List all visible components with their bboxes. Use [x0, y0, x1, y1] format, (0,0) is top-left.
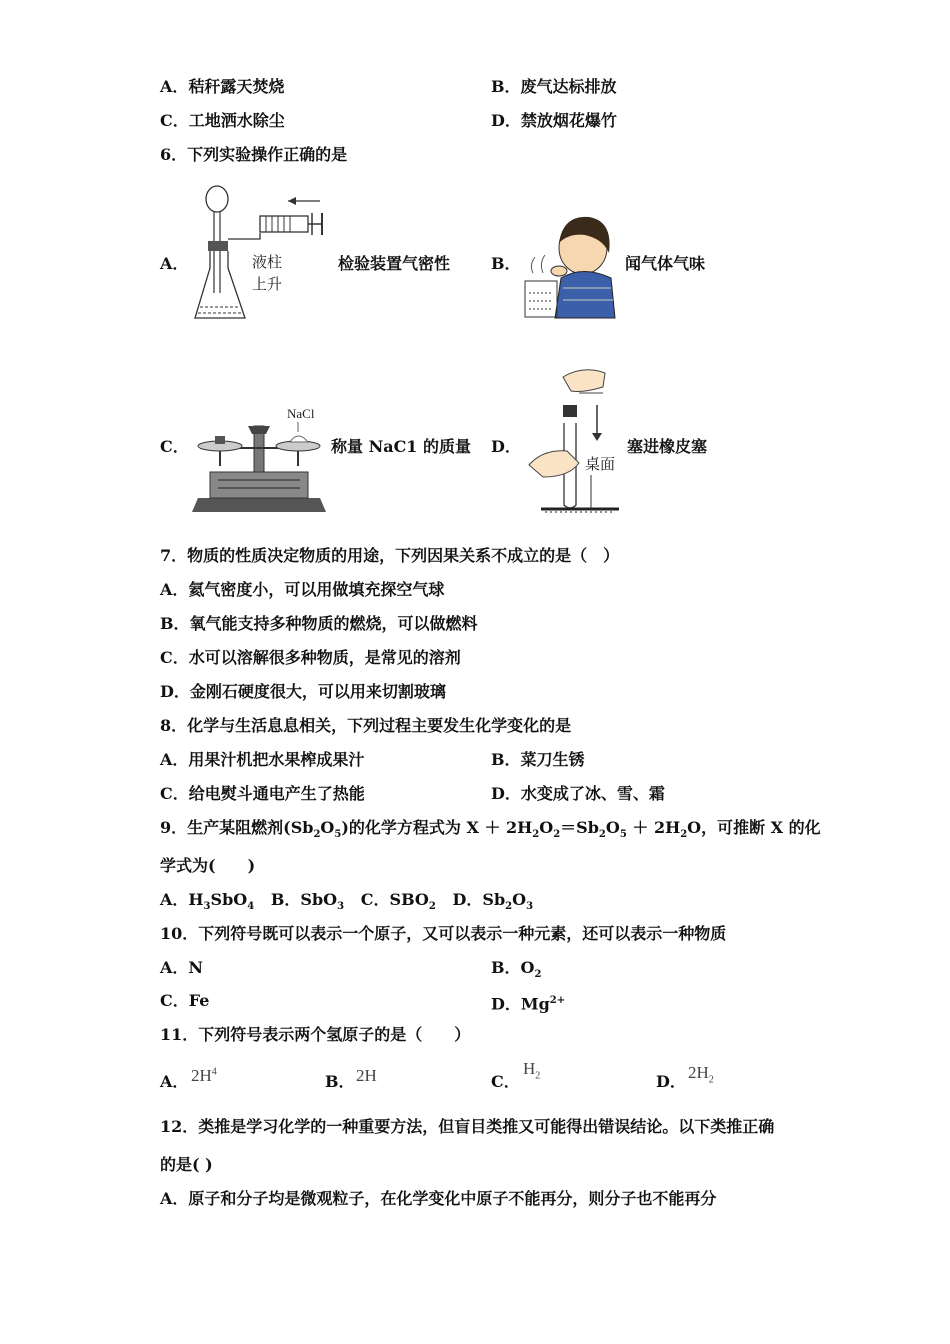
- q10-option-d: D．$Mg^{2+}$: [491, 994, 566, 1014]
- q8-option-c: C．给电熨斗通电产生了热能: [160, 784, 365, 803]
- q12-option-a: A．原子和分子均是微观粒子，在化学变化中原子不能再分，则分子也不能再分: [160, 1189, 717, 1208]
- q11-formula-d: $2H_2$: [688, 1063, 714, 1086]
- q7-option-c: C．水可以溶解很多种物质，是常见的溶剂: [160, 648, 461, 667]
- q9-option-a: A．$H_3SbO_4$: [160, 890, 255, 913]
- q7-option-a: A．氦气密度小，可以用做填充探空气球: [160, 580, 445, 599]
- q11-formula-a: $2H^4$: [191, 1066, 217, 1085]
- q7-stem: 7．物质的性质决定物质的用途，下列因果关系不成立的是（ ）: [160, 546, 620, 565]
- q10-option-b: B．$O_2$: [491, 958, 542, 981]
- q9-stem-line2: 学式为( ): [160, 856, 256, 875]
- q9-option-d: D．$Sb_2O_3$: [452, 890, 534, 913]
- q6-caption-a: 检验装置气密性: [338, 254, 451, 273]
- q11-label-b: B．: [325, 1072, 355, 1091]
- q6-label-d: D．: [491, 437, 521, 456]
- q5-option-a: A．秸秆露天焚烧: [160, 77, 285, 96]
- q8-option-b: B．菜刀生锈: [491, 750, 585, 769]
- balance-figure: [190, 404, 330, 514]
- q11-formula-b: 2H: [356, 1066, 377, 1085]
- q10-option-a: A．N: [160, 958, 204, 977]
- q12-stem-line1: 12．类推是学习化学的一种重要方法，但盲目类推又可能得出错误结论。以下类推正确: [160, 1117, 775, 1136]
- q6-caption-c: 称量 NaC1 的质量: [331, 437, 472, 456]
- q11-label-a: A．: [160, 1072, 189, 1091]
- flask-label-rise: 上升: [252, 275, 283, 293]
- table-surface-label: 桌面: [585, 455, 616, 473]
- q12-stem-line2: 的是( ): [160, 1155, 213, 1174]
- q5-option-d: D．禁放烟花爆竹: [491, 111, 617, 130]
- q8-option-d: D．水变成了冰、雪、霜: [491, 784, 665, 803]
- q5-option-b: B．废气达标排放: [491, 77, 617, 96]
- q11-label-c: C．: [491, 1072, 520, 1091]
- test-tube-stopper-figure: [523, 365, 623, 515]
- q10-stem: 10．下列符号既可以表示一个原子，又可以表示一种元素，还可以表示一种物质: [160, 924, 727, 943]
- q11-formula-c: $H_2$: [523, 1059, 541, 1082]
- q7-option-b: B．氧气能支持多种物质的燃烧，可以做燃料: [160, 614, 478, 633]
- flask-label-liquid: 液柱: [252, 253, 283, 271]
- q6-label-c: C．: [160, 437, 189, 456]
- q9-options: [160, 890, 533, 917]
- q7-option-d: D．金刚石硬度很大，可以用来切割玻璃: [160, 682, 446, 701]
- q6-caption-b: 闻气体气味: [625, 254, 706, 273]
- flask-syringe-figure: [190, 183, 340, 323]
- q6-caption-d: 塞进橡皮塞: [627, 437, 708, 456]
- smelling-gas-figure: [523, 203, 623, 323]
- q11-stem: 11．下列符号表示两个氢原子的是（ ）: [160, 1025, 471, 1044]
- q8-option-a: A．用果汁机把水果榨成果汁: [160, 750, 365, 769]
- q11-label-d: D．: [656, 1072, 686, 1091]
- q9-stem: 9．生产某阻燃剂$(Sb_2O_5)$的化学方程式为 $X + 2H_2O_2=Sb_2O_5 + 2H_2O$，可推断 X 的化: [160, 818, 821, 841]
- q5-option-c: C．工地洒水除尘: [160, 111, 285, 130]
- balance-label-nacl: NaCl: [287, 406, 315, 421]
- q6-label-b: B．: [491, 254, 521, 273]
- q6-stem: 6．下列实验操作正确的是: [160, 145, 348, 164]
- q8-stem: 8．化学与生活息息相关，下列过程主要发生化学变化的是: [160, 716, 572, 735]
- q10-option-c: C．Fe: [160, 991, 210, 1010]
- q6-label-a: A．: [160, 254, 189, 273]
- q9-option-c: C．$SBO_2$: [360, 890, 436, 913]
- q9-option-b: B．SbO$_3$: [270, 890, 345, 913]
